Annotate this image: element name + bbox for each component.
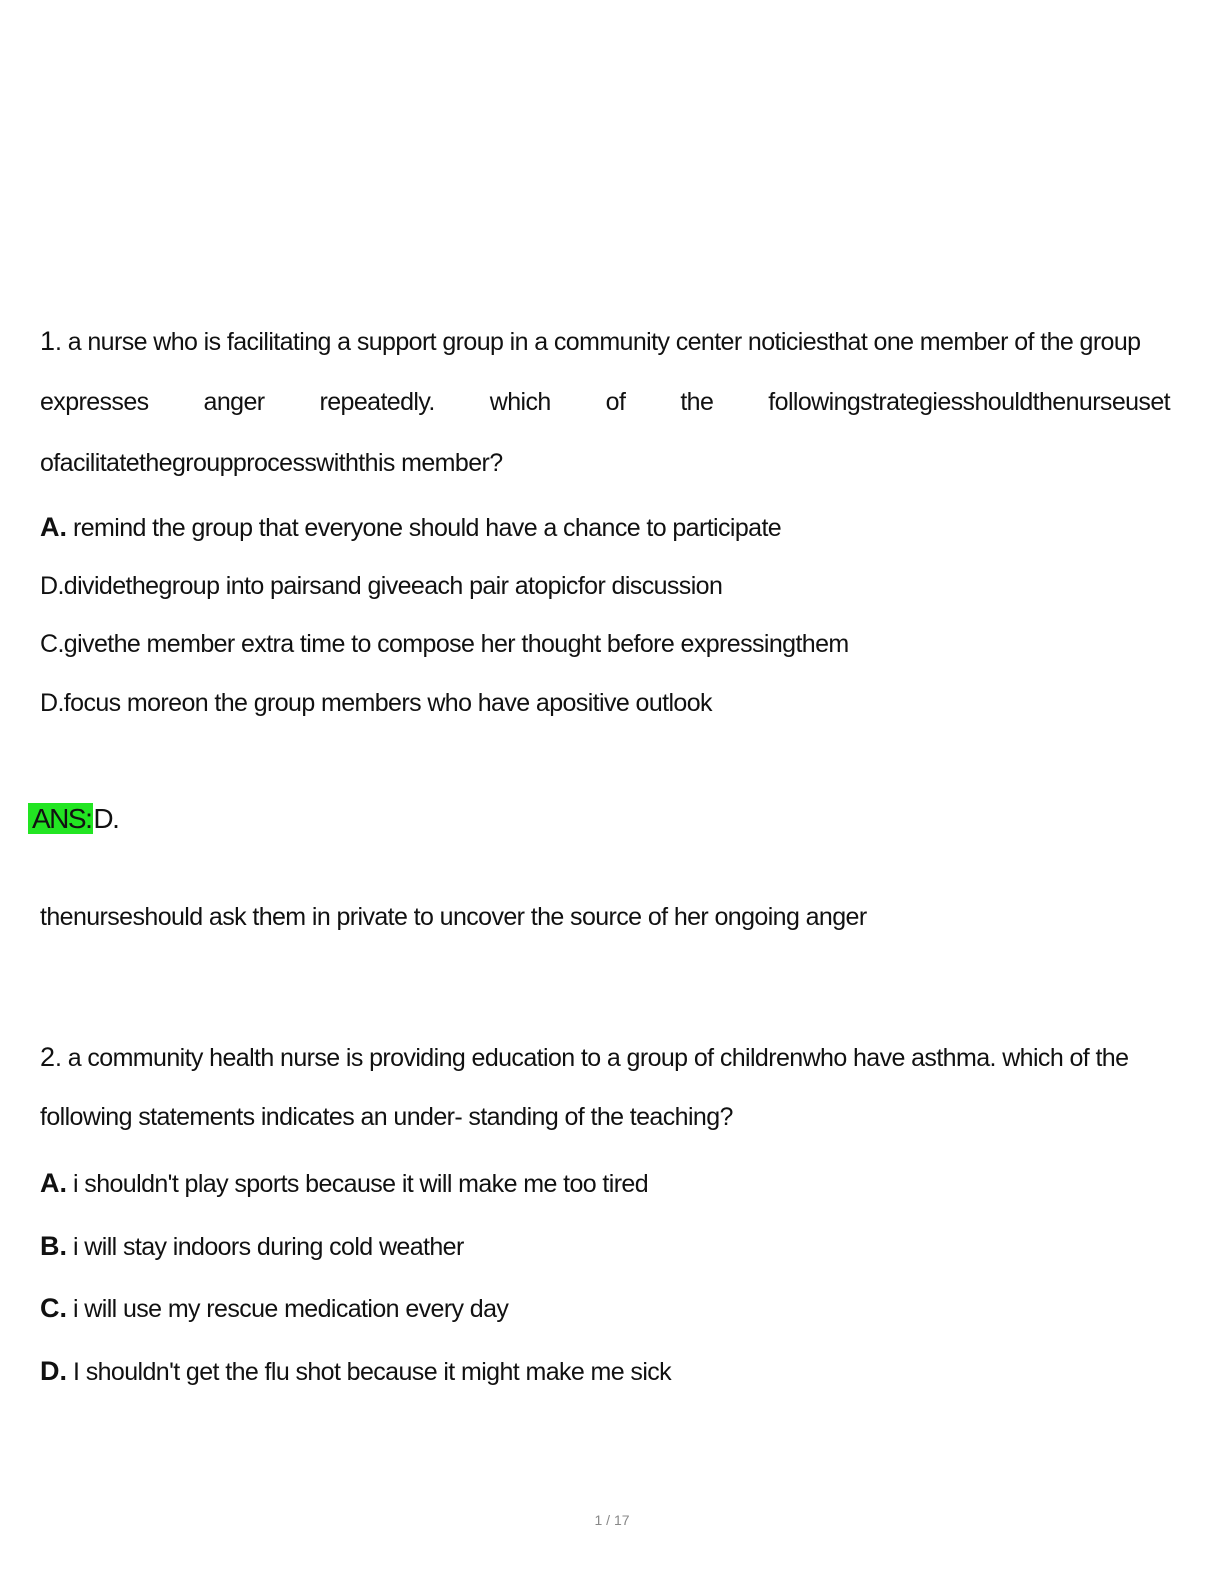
- stem-word: which: [489, 388, 551, 416]
- question-2-stem-text-1: . a community health nurse is providing education to a group of childrenwho have asthma. which of the: [55, 1044, 1129, 1072]
- question-1-stem-text-3: ofacilitatethegroupprocesswiththis member?: [40, 449, 503, 477]
- question-1-stem-line-3: [40, 448, 1170, 478]
- option-text: i shouldn't play sports because it will make me too tired: [73, 1170, 649, 1198]
- stem-word: of: [605, 388, 626, 416]
- question-2-stem-text-2: following statements indicates an under- standing of the teaching?: [40, 1103, 733, 1131]
- stem-word: anger: [203, 388, 265, 416]
- question-2-stem-line-1: [40, 1042, 1170, 1073]
- answer-label-highlight: ANS:: [28, 803, 93, 834]
- question-1-option-b[interactable]: [40, 571, 1170, 601]
- question-1-option-a[interactable]: [40, 512, 1170, 543]
- option-letter: C.: [40, 1293, 67, 1323]
- option-text: i will stay indoors during cold weather: [73, 1233, 464, 1261]
- question-2-stem-line-2: [40, 1102, 1170, 1132]
- page-number: 1 / 17: [594, 1512, 630, 1528]
- question-1-stem-text-1: . a nurse who is facilitating a support group in a community center noticiesthat one member of the group: [55, 328, 1141, 356]
- question-2-option-d[interactable]: [40, 1356, 1170, 1387]
- option-letter: A.: [40, 512, 67, 542]
- rationale-text: thenurseshould ask them in private to uncover the source of her ongoing anger: [40, 903, 867, 931]
- option-text: i will use my rescue medication every day: [73, 1295, 509, 1323]
- question-2-option-a[interactable]: [40, 1168, 1170, 1199]
- stem-word: expresses: [40, 388, 149, 416]
- question-2-option-c[interactable]: [40, 1293, 1170, 1324]
- option-text: D.dividethegroup into pairsand giveeach pair atopicfor discussion: [40, 572, 723, 600]
- question-1-stem-line-1: [40, 326, 1170, 357]
- question-2-number: 2: [40, 1042, 56, 1072]
- option-text: D.focus moreon the group members who have apositive outlook: [40, 689, 712, 717]
- option-text: I shouldn't get the flu shot because it might make me sick: [73, 1358, 672, 1386]
- option-letter: D.: [40, 1356, 67, 1386]
- option-letter: B.: [40, 1231, 67, 1261]
- question-1-option-d[interactable]: [40, 688, 1170, 718]
- question-2-option-b[interactable]: [40, 1231, 1170, 1262]
- option-letter: A.: [40, 1168, 67, 1198]
- question-1-number: 1: [40, 326, 56, 356]
- answer-value: D.: [93, 803, 119, 834]
- stem-word: followingstrategiesshouldthenurseuset: [768, 388, 1170, 416]
- stem-word: repeatedly.: [319, 388, 435, 416]
- question-1-rationale: [40, 902, 1170, 932]
- question-1-stem-line-2: [40, 387, 1170, 417]
- question-1-option-c[interactable]: [40, 629, 1170, 659]
- option-text: remind the group that everyone should have a chance to participate: [73, 514, 782, 542]
- question-1-answer: [28, 802, 118, 836]
- stem-word: the: [680, 388, 714, 416]
- option-text: C.givethe member extra time to compose her thought before expressingthem: [40, 630, 849, 658]
